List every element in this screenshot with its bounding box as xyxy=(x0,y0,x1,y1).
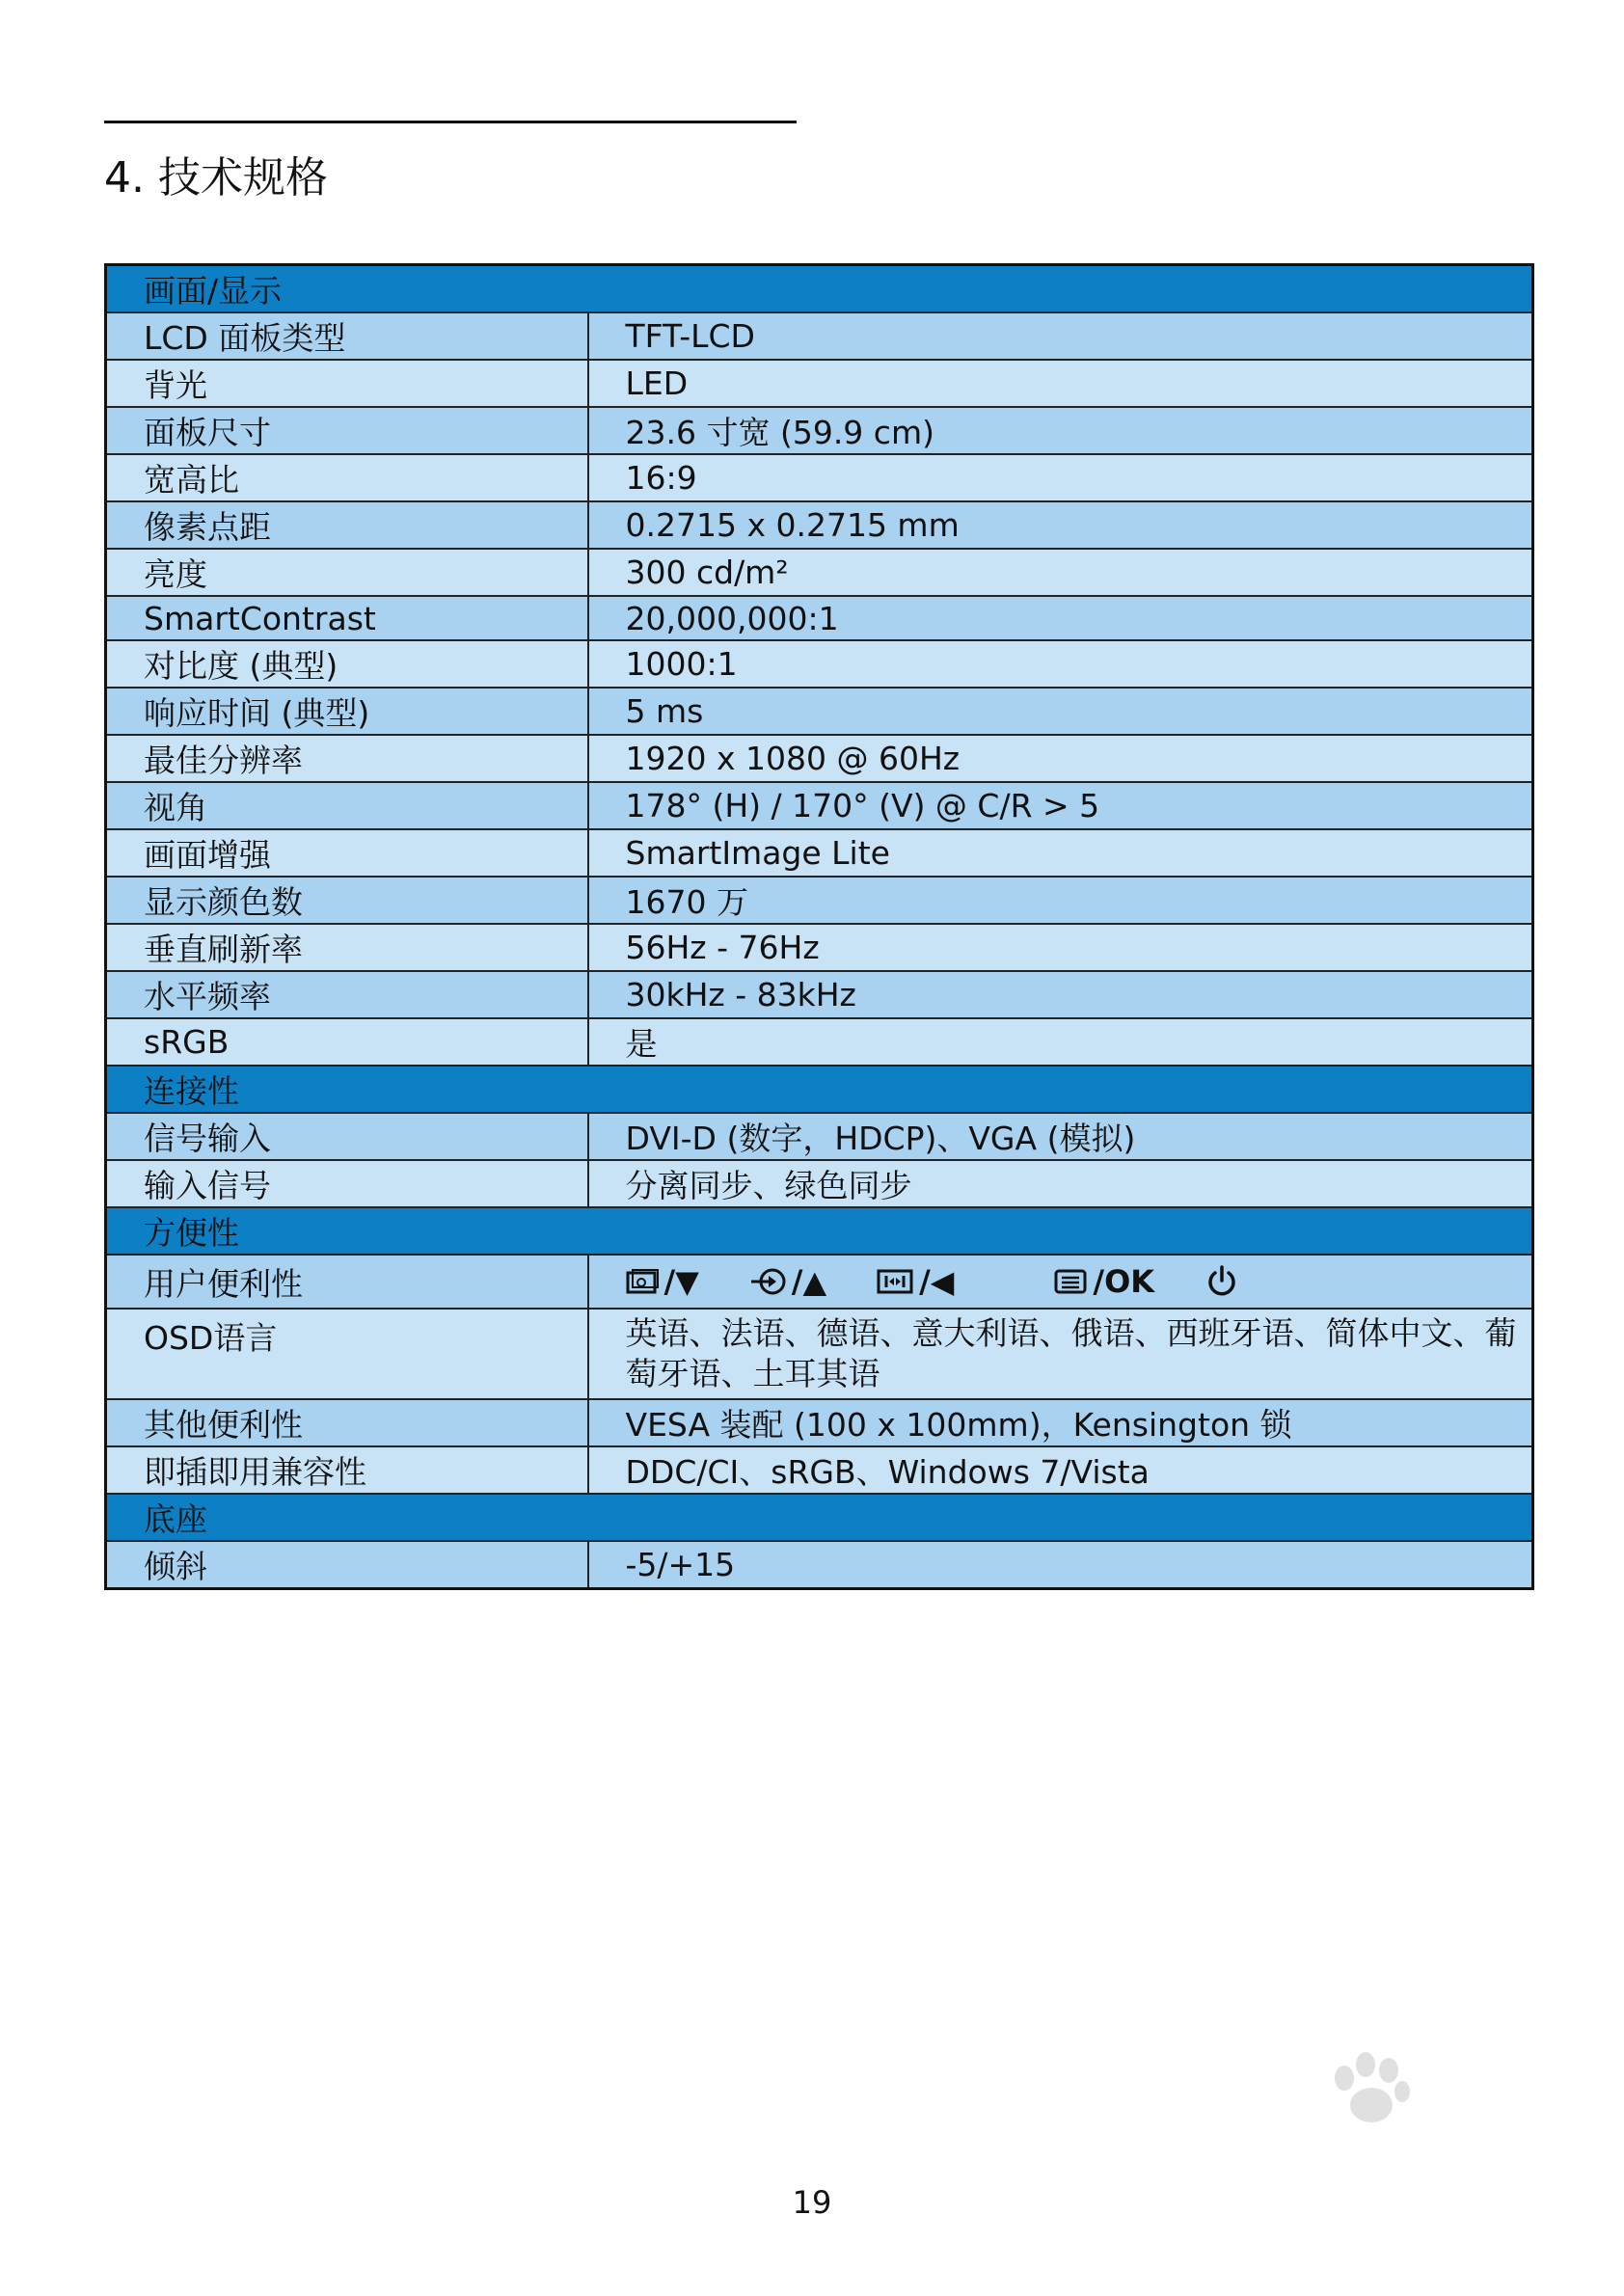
spec-value: SmartImage Lite xyxy=(588,829,1533,877)
control-input xyxy=(749,1263,826,1300)
spec-value: LED xyxy=(588,360,1533,407)
input-icon xyxy=(749,1267,788,1296)
watermark xyxy=(1132,2049,1537,2252)
table-row xyxy=(106,1541,1533,1589)
control-suffix: /OK xyxy=(1093,1263,1155,1300)
spec-value: 1670 万 xyxy=(588,877,1533,924)
spec-value: -5/+15 xyxy=(588,1541,1533,1589)
spec-key: SmartContrast xyxy=(106,596,588,640)
spec-key: 像素点距 xyxy=(106,501,588,549)
spec-value: 1000:1 xyxy=(588,640,1533,688)
spec-value: DVI-D (数字，HDCP)、VGA (模拟) xyxy=(588,1113,1533,1160)
spec-value: 20,000,000:1 xyxy=(588,596,1533,640)
table-row xyxy=(106,312,1533,360)
spec-key: LCD 面板类型 xyxy=(106,312,588,360)
control-suffix: /◀ xyxy=(919,1263,955,1300)
table-row xyxy=(106,1160,1533,1207)
spec-value: TFT-LCD xyxy=(588,312,1533,360)
section-header-display xyxy=(106,265,1533,313)
spec-key: 亮度 xyxy=(106,549,588,596)
section-heading: 方便性 xyxy=(106,1207,1533,1255)
paw-logo-icon xyxy=(1325,2049,1412,2126)
table-row xyxy=(106,877,1533,924)
section-heading: 连接性 xyxy=(106,1066,1533,1113)
spec-key: 画面增强 xyxy=(106,829,588,877)
spec-value: VESA 装配 (100 x 100mm)，Kensington 锁 xyxy=(588,1399,1533,1446)
control-menu xyxy=(1054,1263,1154,1300)
table-row xyxy=(106,735,1533,782)
table-row xyxy=(106,640,1533,688)
table-row xyxy=(106,829,1533,877)
spec-key: 最佳分辨率 xyxy=(106,735,588,782)
spec-key: 信号输入 xyxy=(106,1113,588,1160)
table-row xyxy=(106,1399,1533,1446)
spec-key: 即插即用兼容性 xyxy=(106,1446,588,1494)
section-header-convenience xyxy=(106,1207,1533,1255)
spec-key: 宽高比 xyxy=(106,454,588,501)
table-row xyxy=(106,782,1533,829)
auto-adjust-icon xyxy=(877,1268,915,1295)
spec-key: 其他便利性 xyxy=(106,1399,588,1446)
table-row xyxy=(106,1113,1533,1160)
spec-value: 0.2715 x 0.2715 mm xyxy=(588,501,1533,549)
menu-icon xyxy=(1054,1268,1089,1295)
controls-cell xyxy=(588,1255,1533,1309)
top-rule xyxy=(104,121,797,123)
spec-value: 16:9 xyxy=(588,454,1533,501)
spec-key: 垂直刷新率 xyxy=(106,924,588,971)
spec-key: OSD语言 xyxy=(106,1309,588,1399)
smartimage-icon xyxy=(626,1268,661,1295)
spec-value: 56Hz - 76Hz xyxy=(588,924,1533,971)
spec-key: 输入信号 xyxy=(106,1160,588,1207)
table-row xyxy=(106,360,1533,407)
spec-key: 背光 xyxy=(106,360,588,407)
table-row xyxy=(106,407,1533,454)
table-row xyxy=(106,1309,1533,1399)
table-row xyxy=(106,1446,1533,1494)
control-smartimage xyxy=(626,1263,699,1300)
spec-value: 1920 x 1080 @ 60Hz xyxy=(588,735,1533,782)
spec-key: 对比度 (典型) xyxy=(106,640,588,688)
spec-value: 英语、法语、德语、意大利语、俄语、西班牙语、简体中文、葡萄牙语、土耳其语 xyxy=(588,1309,1533,1399)
table-row xyxy=(106,596,1533,640)
control-suffix: /▼ xyxy=(663,1263,699,1300)
section-header-stand xyxy=(106,1494,1533,1541)
spec-value: 分离同步、绿色同步 xyxy=(588,1160,1533,1207)
table-row xyxy=(106,688,1533,735)
spec-value: 300 cd/m² xyxy=(588,549,1533,596)
spec-key: 视角 xyxy=(106,782,588,829)
page-number: 19 xyxy=(792,2184,832,2221)
control-auto xyxy=(877,1263,954,1300)
section-heading: 底座 xyxy=(106,1494,1533,1541)
spec-key: 响应时间 (典型) xyxy=(106,688,588,735)
section-header-connectivity xyxy=(106,1066,1533,1113)
table-row xyxy=(106,1018,1533,1066)
controls-line xyxy=(626,1263,1532,1300)
section-heading: 画面/显示 xyxy=(106,265,1533,313)
table-row xyxy=(106,454,1533,501)
spec-value: 178° (H) / 170° (V) @ C/R > 5 xyxy=(588,782,1533,829)
spec-key: 水平频率 xyxy=(106,971,588,1018)
control-power xyxy=(1204,1264,1243,1299)
spec-key: 倾斜 xyxy=(106,1541,588,1589)
page-title: 4. 技术规格 xyxy=(104,153,328,203)
table-row xyxy=(106,1255,1533,1309)
table-row xyxy=(106,924,1533,971)
control-suffix: /▲ xyxy=(791,1263,827,1300)
spec-value: 5 ms xyxy=(588,688,1533,735)
spec-key: 用户便利性 xyxy=(106,1255,588,1309)
spec-table xyxy=(104,263,1534,1590)
table-row xyxy=(106,971,1533,1018)
table-row xyxy=(106,549,1533,596)
spec-key: sRGB xyxy=(106,1018,588,1066)
spec-key: 显示颜色数 xyxy=(106,877,588,924)
spec-value: 是 xyxy=(588,1018,1533,1066)
spec-key: 面板尺寸 xyxy=(106,407,588,454)
spec-value: 30kHz - 83kHz xyxy=(588,971,1533,1018)
table-row xyxy=(106,501,1533,549)
spec-value: 23.6 寸宽 (59.9 cm) xyxy=(588,407,1533,454)
spec-value: DDC/CI、sRGB、Windows 7/Vista xyxy=(588,1446,1533,1494)
power-icon xyxy=(1204,1264,1239,1299)
